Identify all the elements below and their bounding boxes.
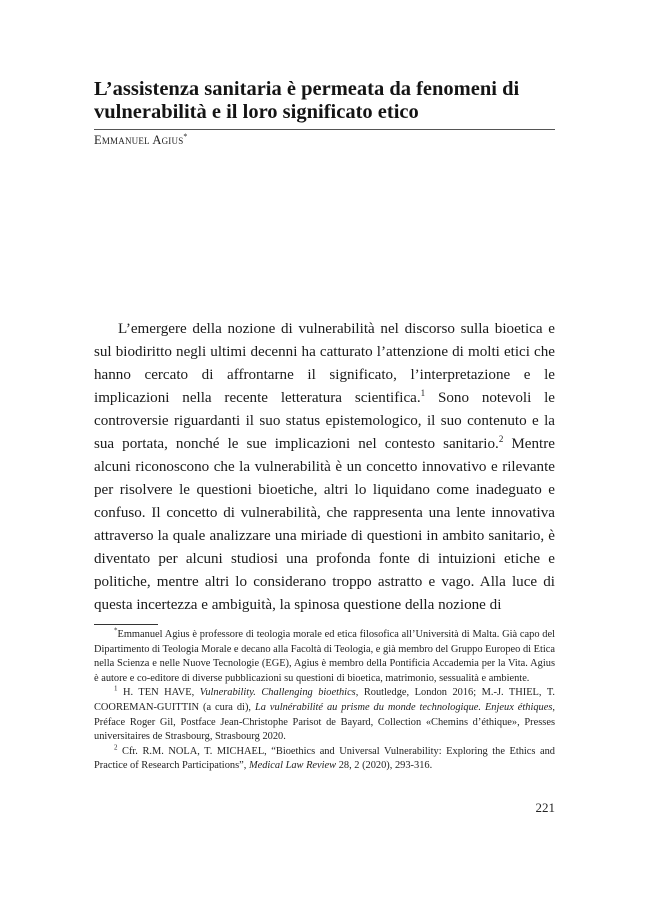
- footnote-author-text: Emmanuel Agius è professore di teologia morale ed etica filosofica all’Università di Malta. Già capo del Dipartimento di Teologia Morale e decano alla Facoltà di Teologia, e già membro del Gruppo Europeo di Etica nella Scienza e nelle Nuove Tecnologie (EGE), Agius è membro della Pontificia Accademia per la Vita. Agius è autore e co-editore di diverse pubblicazioni su questioni di bioetica, matrimonio, sessualità e ambiente.: [94, 629, 555, 684]
- footnote-rule: [94, 624, 158, 625]
- body-text-part-1: L’emergere della nozione di vulnerabilità nel discorso sulla bioetica e sul biodiritto negli ultimi decenni ha catturato l’attenzione di molti etici che hanno cercato di affrontarne il significato, l’interpretazione e le implicazioni nella recente letteratura scientifica.: [94, 321, 555, 406]
- title-rule: [94, 129, 555, 130]
- body-text-part-2: Sono notevoli le controversie riguardanti il suo status epistemologico, il suo contenuto e la sua portata, nonché le sue implicazioni nel contesto sanitario.: [94, 390, 556, 452]
- author-footnote-mark: *: [183, 131, 188, 141]
- footnote-1-text-c: , Routledge, London 2016; M.-J. THIEL, T. COOREMAN-GUITTIN (a cura di),: [94, 687, 555, 713]
- footnotes: [94, 628, 555, 774]
- footnote-2: [94, 745, 555, 774]
- article-title: L’assistenza sanitaria è permeata da fenomeni di vulnerabilità e il loro significato etico: [94, 78, 520, 123]
- body-paragraph: [94, 318, 555, 617]
- footnote-2-journal: Medical Law Review: [248, 760, 337, 772]
- body-text: [94, 318, 555, 617]
- body-text-part-3: Mentre alcuni riconoscono che la vulnerabilità è un concetto innovativo e rilevante per risolvere le questioni bioetiche, altri lo liquidano come inadeguato e confuso. Il concetto di vulnerabilità, che rappresenta una lente innovativa attraverso la quale analizzare una miriade di questioni in ambito sanitario, è diventato per alcuni studiosi una profonda fonte di intuizioni etiche e politiche, mentre altri lo considerano troppo astratto e vago. Alla luce di questa incertezza e ambiguità, la spinosa questione della nozione di: [94, 436, 555, 613]
- footnote-2-text-c: 28, 2 (2020), 293-316.: [336, 760, 433, 772]
- footnote-2-text-a: Cfr. R.M. NOLA, T. MICHAEL, “Bioethics and Universal Vulnerability: Exploring the Ethics and Practice of Research Participations”,: [94, 745, 555, 772]
- footnote-author-mark: *: [114, 626, 118, 635]
- footnote-1-text-e: , Préface Roger Gil, Postface Jean-Christophe Parisot de Bayard, Collection «Chemins d’éthique», Presses universitaires de Strasbourg, Strasbourg 2020.: [94, 701, 555, 743]
- footnote-1-mark: 1: [114, 684, 118, 693]
- footnote-1-text-a: H. TEN HAVE,: [117, 687, 200, 699]
- footnote-ref-2: 2: [498, 433, 504, 444]
- footnote-1-title-b: La vulnérabilité au prisme du monde technologique. Enjeux éthiques: [254, 701, 553, 713]
- page-number: 221: [535, 800, 555, 815]
- footnote-author: [94, 628, 555, 686]
- footnote-ref-1: 1: [420, 387, 426, 398]
- author-line: [94, 133, 188, 148]
- footnote-1: [94, 686, 555, 744]
- author-name: Emmanuel Agius: [94, 133, 184, 147]
- footnote-1-title-a: Vulnerability. Challenging bioethics: [199, 687, 356, 699]
- footnote-2-mark: 2: [114, 743, 118, 752]
